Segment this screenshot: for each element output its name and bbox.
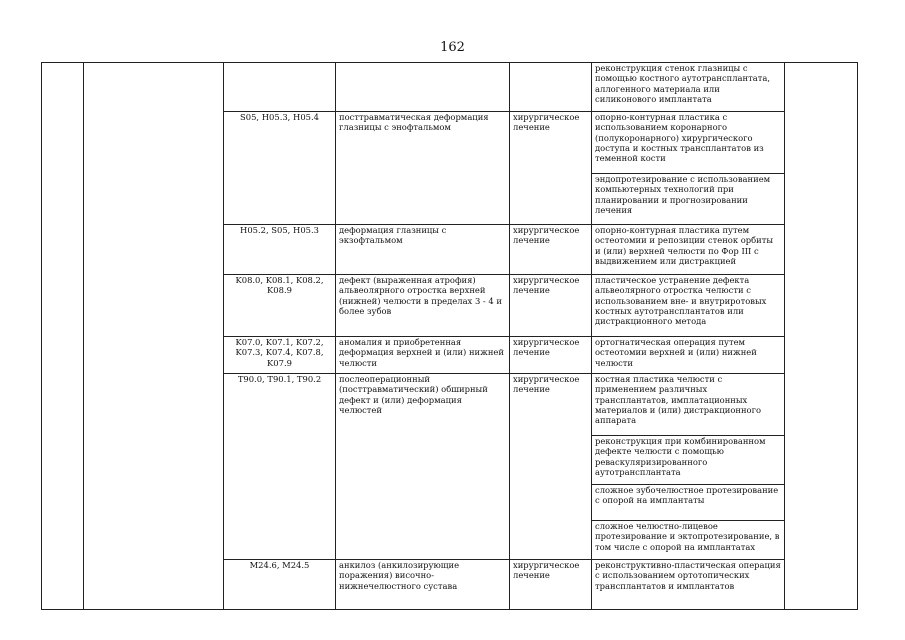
method-cell: опорно-контурная пластика путем остеотомии и репозиции стенок орбиты и (или) верхней челюсти по Фор III с выдвижением или дистракцией xyxy=(592,225,785,275)
treatment-type-cell: хирургическое лечение xyxy=(510,275,592,337)
treatment-type-cell: хирургическое лечение xyxy=(510,337,592,374)
diagnosis-cell: анкилоз (анкилозирующие поражения) височно-нижнечелюстного сустава xyxy=(336,560,510,610)
page-number: 162 xyxy=(440,40,465,55)
diagnosis-cell: посттравматическая деформация глазницы с энофтальмом xyxy=(336,112,510,225)
diagnosis-cell: дефект (выраженная атрофия) альвеолярного отростка верхней (нижней) челюсти в пределах 3 - 4 и более зубов xyxy=(336,275,510,337)
col-number-cell xyxy=(42,63,84,610)
codes-cell xyxy=(224,63,336,112)
diagnosis-cell: аномалия и приобретенная деформация верхней и (или) нижней челюсти xyxy=(336,337,510,374)
treatment-type-cell xyxy=(510,63,592,112)
method-cell: сложное зубочелюстное протезирование с опорой на имплантаты xyxy=(592,485,785,521)
diagnosis-cell: деформация глазницы с экзофтальмом xyxy=(336,225,510,275)
treatment-table xyxy=(41,62,858,610)
method-cell: костная пластика челюсти с применением различных трансплантатов, имплатационных материалов и (или) дистракционного аппарата xyxy=(592,374,785,436)
codes-cell: S05, H05.3, H05.4 xyxy=(224,112,336,225)
codes-cell: K08.0, K08.1, K08.2, K08.9 xyxy=(224,275,336,337)
method-cell: реконструктивно-пластическая операция с использованием ортотопических трансплантатов и имплантатов xyxy=(592,560,785,610)
codes-cell: K07.0, K07.1, K07.2, K07.3, K07.4, K07.8, K07.9 xyxy=(224,337,336,374)
method-cell: ортогнатическая операция путем остеотомии верхней и (или) нижней челюсти xyxy=(592,337,785,374)
method-cell: эндопротезирование с использованием компьютерных технологий при планировании и прогнозировании лечения xyxy=(592,174,785,225)
col-name-cell xyxy=(84,63,224,610)
method-cell: реконструкция при комбинированном дефекте челюсти с помощью реваскуляризированного аутотрансплантата xyxy=(592,436,785,485)
treatment-type-cell: хирургическое лечение xyxy=(510,560,592,610)
method-cell: опорно-контурная пластика с использованием коронарного (полукоронарного) хирургического доступа и костных трансплантатов из теменной кости xyxy=(592,112,785,174)
treatment-type-cell: хирургическое лечение xyxy=(510,225,592,275)
codes-cell: M24.6, M24.5 xyxy=(224,560,336,610)
col-last-cell xyxy=(785,63,858,610)
codes-cell: T90.0, T90.1, T90.2 xyxy=(224,374,336,560)
treatment-type-cell: хирургическое лечение xyxy=(510,112,592,225)
diagnosis-cell xyxy=(336,63,510,112)
codes-cell: H05.2, S05, H05.3 xyxy=(224,225,336,275)
table-row xyxy=(42,63,858,112)
treatment-type-cell: хирургическое лечение xyxy=(510,374,592,560)
method-cell: сложное челюстно-лицевое протезирование и эктопротезирование, в том числе с опорой на имплантатах xyxy=(592,521,785,560)
method-cell: реконструкция стенок глазницы с помощью костного аутотрансплантата, аллогенного материала или силиконового имплантата xyxy=(592,63,785,112)
method-cell: пластическое устранение дефекта альвеолярного отростка челюсти с использованием вне- и внутриротовых костных аутотрансплантатов или дистракционного метода xyxy=(592,275,785,337)
diagnosis-cell: послеоперационный (посттравматический) обширный дефект и (или) деформация челюстей xyxy=(336,374,510,560)
